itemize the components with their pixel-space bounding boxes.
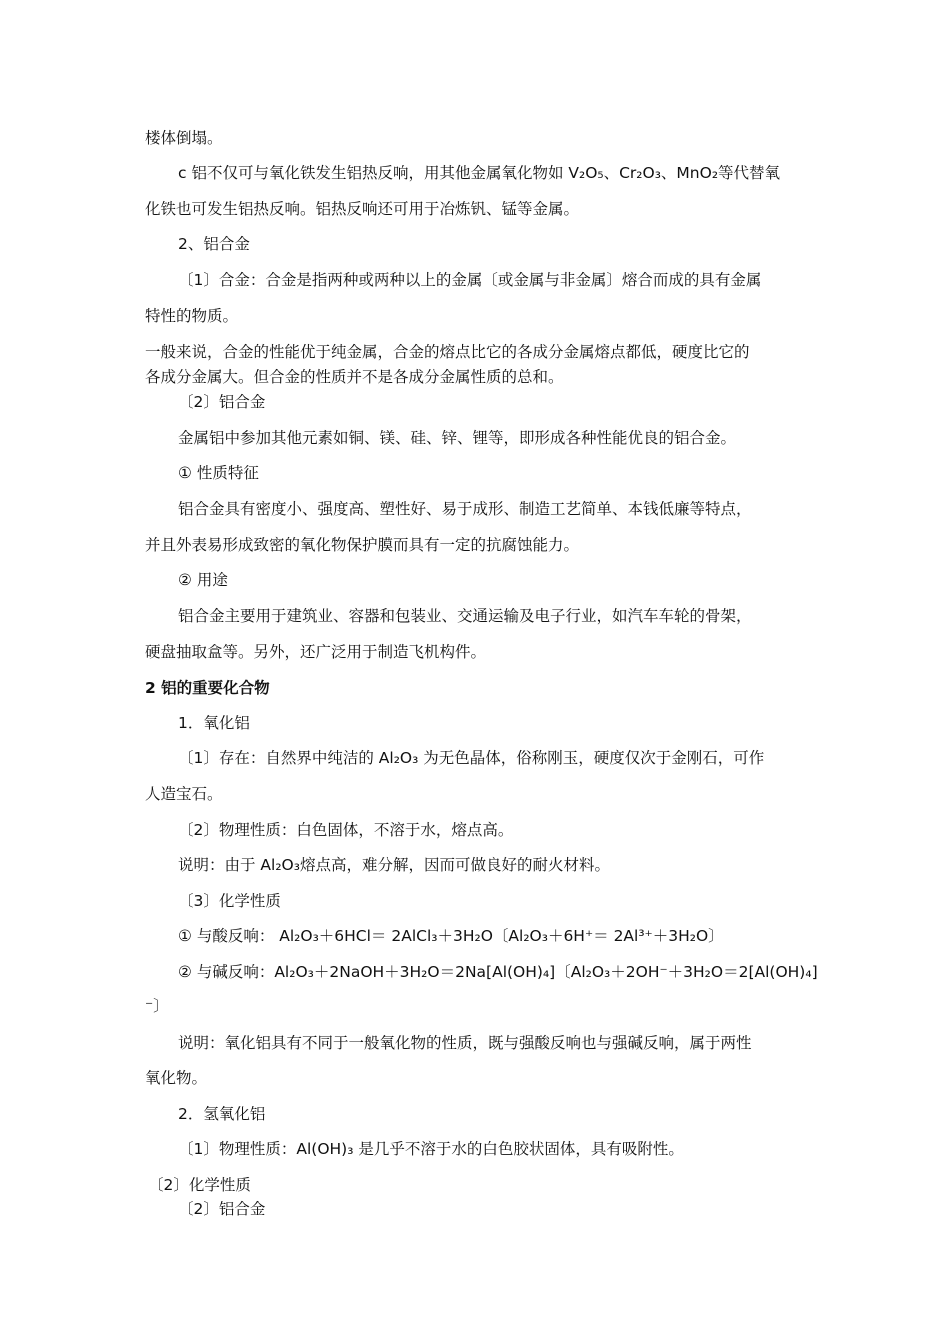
equation-line: ⁻〕 <box>145 997 169 1015</box>
subsection-heading: 〔2〕铝合金 <box>178 393 266 411</box>
section-heading: 2 铝的重要化合物 <box>145 679 270 697</box>
paragraph-line: 氧化物。 <box>145 1069 208 1087</box>
paragraph-line: 硬盘抽取盒等。另外，还广泛用于制造飞机构件。 <box>145 643 487 661</box>
paragraph-line: 铝合金主要用于建筑业、容器和包装业、交通运输及电子行业，如汽车车轮的骨架， <box>178 607 752 625</box>
paragraph-line: 〔2〕物理性质：白色固体，不溶于水，熔点高。 <box>178 821 514 839</box>
subsection-heading: 〔3〕化学性质 <box>178 892 281 910</box>
equation-line: ① 与酸反响： Al₂O₃＋6HCl＝ 2AlCl₃＋3H₂O〔Al₂O₃＋6H⁺＝ 2Al³⁺＋3H₂O〕 <box>178 927 724 945</box>
subsection-heading: ② 用途 <box>178 571 228 589</box>
paragraph-line: 〔1〕物理性质：Al(OH)₃ 是几乎不溶于水的白色胶状固体，具有吸附性。 <box>178 1140 684 1158</box>
paragraph-line: 化铁也可发生铝热反响。铝热反响还可用于冶炼钒、锰等金属。 <box>145 200 580 218</box>
paragraph-line: 特性的物质。 <box>145 307 239 325</box>
paragraph-line: 〔1〕合金：合金是指两种或两种以上的金属〔或金属与非金属〕熔合而成的具有金属 <box>178 271 762 289</box>
paragraph-line: 说明：氧化铝具有不同于一般氧化物的性质，既与强酸反响也与强碱反响，属于两性 <box>178 1034 752 1052</box>
subsection-heading: ① 性质特征 <box>178 464 259 482</box>
paragraph-line: 楼体倒塌。 <box>145 129 223 147</box>
subsection-heading: 〔2〕化学性质 <box>148 1176 251 1194</box>
paragraph-line: 并且外表易形成致密的氧化物保护膜而具有一定的抗腐蚀能力。 <box>145 536 580 554</box>
equation-line: ② 与碱反响：Al₂O₃＋2NaOH＋3H₂O＝2Na[Al(OH)₄]〔Al₂O₃＋2OH⁻＋3H₂O＝2[Al(OH)₄] <box>178 963 818 981</box>
paragraph-line: 各成分金属大。但合金的性质并不是各成分金属性质的总和。 <box>145 368 564 386</box>
paragraph-line: 〔1〕存在：自然界中纯洁的 Al₂O₃ 为无色晶体，俗称刚玉，硬度仅次于金刚石，可作 <box>178 749 765 767</box>
section-heading: 2、铝合金 <box>178 235 250 253</box>
paragraph-line: 说明：由于 Al₂O₃熔点高，难分解，因而可做良好的耐火材料。 <box>178 856 610 874</box>
subsection-heading: 2．氢氧化铝 <box>178 1105 266 1123</box>
paragraph-line: 人造宝石。 <box>145 785 223 803</box>
paragraph-line: 金属铝中参加其他元素如铜、镁、硅、锌、锂等，即形成各种性能优良的铝合金。 <box>178 429 737 447</box>
subsection-heading: 1．氧化铝 <box>178 714 250 732</box>
paragraph-line: 铝合金具有密度小、强度高、塑性好、易于成形、制造工艺简单、本钱低廉等特点， <box>178 500 752 518</box>
paragraph-line: 一般来说，合金的性能优于纯金属，合金的熔点比它的各成分金属熔点都低，硬度比它的 <box>145 343 750 361</box>
subsection-heading: 〔2〕铝合金 <box>178 1200 266 1218</box>
paragraph-line: c 铝不仅可与氧化铁发生铝热反响，用其他金属氧化物如 V₂O₅、Cr₂O₃、MnO₂等代替氧 <box>178 164 781 182</box>
